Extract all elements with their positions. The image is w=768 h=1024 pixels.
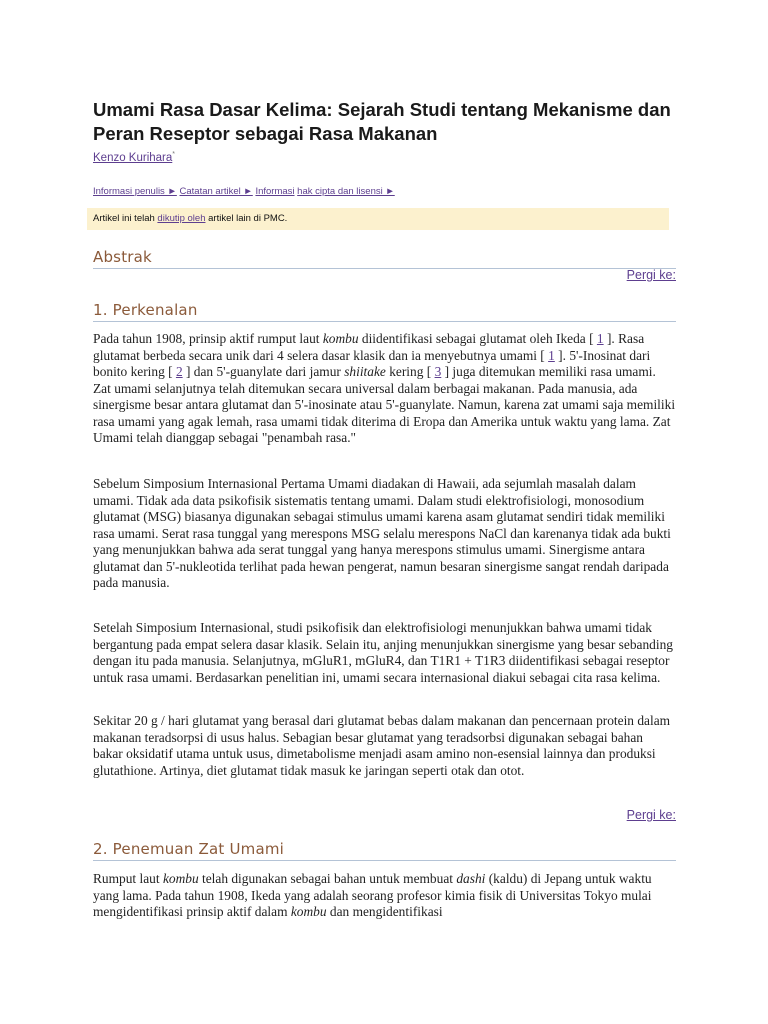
intro-paragraph-1 — [93, 331, 676, 447]
intro-paragraph-4: Sekitar 20 g / hari glutamat yang berasal dari glutamat bebas dalam makanan dan pencernaan protein dalam makanan teradsorpsi di usus halus. Sebagian besar glutamat yang teradsorbsi digunakan sebagai bahan bakar oksidatif utama untuk usus, dimetabolisme menjadi asam amino non-esensial lainnya dan produksi glutathione. Artinya, diet glutamat tidak masuk ke jaringan seperti otak dan otot. — [93, 713, 671, 778]
discovery-paragraph-1 — [93, 871, 676, 921]
text: ] juga ditemukan memiliki rasa umami. Zat umami selanjutnya telah ditemukan secara universal dalam berbagai makanan. Pada manusia, ada sinergisme besar antara glutamat dan 5'-inosinate atau 5'-guanylate. Namun, karena zat umami saja memiliki rasa umami yang agak lemah, rasa umami tidak diterima di Eropa dan Amerika untuk waktu yang lama. Zat Umami telah dianggap sebagai "penambah rasa." — [93, 364, 676, 445]
reference-link[interactable]: 1 — [596, 331, 604, 346]
text: (kaldu) di Jepang untuk waktu yang lama. Pada tahun 1908, Ikeda yang adalah seorang profesor kimia fisik di Universitas Tokyo mulai mengidentifikasi prinsip aktif dalam — [93, 871, 652, 919]
notice-text-before: Artikel ini telah — [93, 213, 158, 224]
italic-term: kombu — [290, 904, 327, 919]
abstract-heading: Abstrak — [93, 248, 676, 269]
notice-text-after: artikel lain di PMC. — [205, 213, 288, 224]
discovery-heading: 2. Penemuan Zat Umami — [93, 840, 676, 861]
author-line — [93, 151, 175, 164]
italic-term: kombu — [162, 871, 199, 886]
author-info-link[interactable]: Informasi penulis ► — [93, 186, 177, 197]
citation-notice — [87, 208, 669, 230]
reference-link[interactable]: 2 — [175, 364, 183, 379]
info-link[interactable]: Informasi — [255, 186, 295, 197]
author-link[interactable]: Kenzo Kurihara — [93, 151, 173, 164]
reference-link[interactable]: 1 — [548, 347, 555, 363]
text: Rumput laut — [93, 871, 163, 886]
author-mark: * — [172, 151, 176, 158]
text: ]. Rasa glutamat berbeda secara unik dari 4 selera dasar klasik dan ia menyebutnya umami [ — [93, 331, 645, 363]
intro-heading: 1. Perkenalan — [93, 301, 676, 322]
goto-link-intro[interactable]: Pergi ke: — [626, 808, 676, 822]
article-title: Umami Rasa Dasar Kelima: Sejarah Studi tentang Mekanisme dan Peran Reseptor sebagai Rasa Makanan — [93, 99, 671, 144]
cited-by-link[interactable]: dikutip oleh — [157, 213, 206, 224]
reference-link[interactable]: 3 — [434, 364, 442, 379]
text: ] dan 5'-guanylate dari jamur — [182, 364, 345, 379]
text: Pada tahun 1908, prinsip aktif rumput laut — [93, 331, 323, 346]
intro-paragraph-3: Setelah Simposium Internasional, studi psikofisik dan elektrofisiologi menunjukkan bahwa umami tidak bergantung pada empat selera dasar klasik. Selain itu, anjing menunjukkan sinergisme yang besar sebanding dengan itu pada manusia. Selanjutnya, mGluR1, mGluR4, dan T1R1 + T1R3 diidentifikasi sebagai reseptor untuk rasa umami. Berdasarkan penelitian ini, umami secara internasional diakui sebagai cita rasa kelima. — [93, 620, 673, 685]
text: diidentifikasi sebagai glutamat oleh Ikeda [ — [358, 331, 597, 346]
article-info-links — [93, 186, 395, 197]
italic-term: dashi — [456, 871, 486, 886]
goto-link-abstract[interactable]: Pergi ke: — [626, 268, 676, 282]
text: dan mengidentifikasi — [326, 904, 443, 919]
text: ]. 5'-Inosinat dari bonito kering [ — [93, 347, 651, 379]
italic-term: shiitake — [344, 364, 386, 379]
italic-term: kombu — [322, 331, 359, 346]
copyright-link[interactable]: hak cipta dan lisensi ► — [297, 186, 395, 197]
intro-paragraph-2: Sebelum Simposium Internasional Pertama Umami diadakan di Hawaii, ada sejumlah masalah dalam umami. Tidak ada data psikofisik sistematis tentang umami. Dalam studi elektrofisiologi, monosodium glutamat (MSG) biasanya digunakan sebagai stimulus umami karena asam glutamat sendiri tidak memiliki rasa umami. Serat rasa tunggal yang merespons MSG selalu merespons NaCl dan karenanya tidak ada bukti yang menunjukkan bahwa ada serat tunggal yang hanya merespons stimulus umami. Sinergisme antara glutamat dan 5'-nukleotida terlihat pada hewan pengerat, namun besaran sinergisme sangat rendah daripada pada manusia. — [93, 476, 671, 590]
article-notes-link[interactable]: Catatan artikel ► — [179, 186, 253, 197]
text: kering [ — [385, 364, 435, 379]
text: telah digunakan sebagai bahan untuk membuat — [198, 871, 457, 886]
